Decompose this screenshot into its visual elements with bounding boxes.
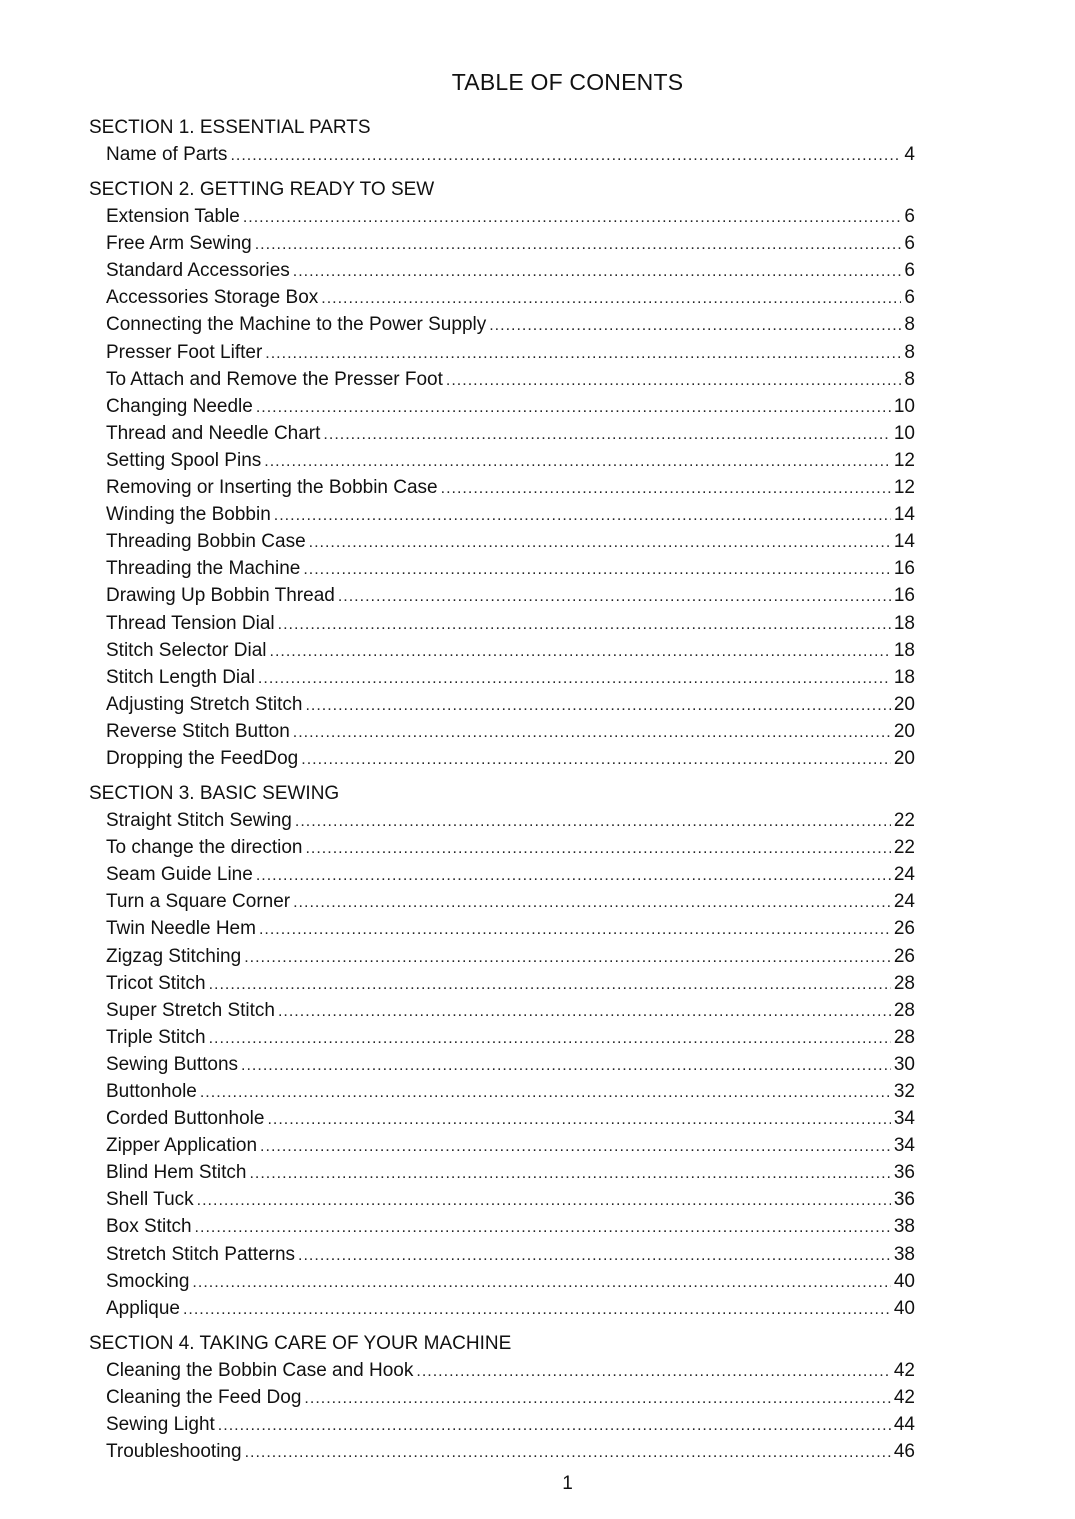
entry-page-number: 28: [893, 972, 915, 994]
entry-page-number: 32: [893, 1081, 915, 1102]
entry-label: Accessories Storage Box: [106, 287, 319, 309]
toc-entry[interactable]: [89, 1384, 915, 1411]
dot-leader: [305, 692, 890, 718]
entry-page-number: 6: [904, 260, 915, 282]
entry-page-number: 34: [893, 1108, 915, 1130]
toc-entry[interactable]: [89, 582, 915, 609]
entry-label: To change the direction: [106, 837, 303, 859]
entry-label: Changing Needle: [106, 395, 253, 417]
section-heading: SECTION 2. GETTING READY TO SEW: [89, 179, 435, 201]
dot-leader: [260, 1133, 891, 1159]
dot-leader: [244, 944, 891, 970]
toc-entry[interactable]: [89, 203, 915, 230]
toc-entry[interactable]: [89, 1186, 915, 1213]
entry-label: Connecting the Machine to the Power Supply: [106, 314, 487, 336]
toc-entry[interactable]: [89, 610, 915, 637]
dot-leader: [267, 1106, 890, 1132]
section-heading: SECTION 4. TAKING CARE OF YOUR MACHINE: [89, 1332, 512, 1354]
toc-entry[interactable]: [89, 861, 915, 888]
toc-entry[interactable]: [89, 1357, 915, 1384]
dot-leader: [249, 1160, 890, 1186]
entry-label: Drawing Up Bobbin Thread: [106, 585, 335, 607]
entry-page-number: 38: [893, 1216, 915, 1238]
toc-entry[interactable]: [89, 555, 915, 582]
entry-page-number: 44: [893, 1414, 915, 1436]
entry-label: Buttonhole: [106, 1081, 197, 1102]
entry-label: Free Arm Sewing: [106, 233, 252, 255]
entry-page-number: 28: [893, 1026, 915, 1048]
entry-page-number: 10: [893, 395, 915, 417]
entry-label: Box Stitch: [106, 1216, 192, 1238]
toc-entry[interactable]: [89, 1132, 915, 1159]
dot-leader: [309, 529, 891, 555]
entry-page-number: 12: [893, 477, 915, 499]
toc-entry[interactable]: [89, 474, 915, 501]
dot-leader: [245, 1439, 891, 1465]
toc-entry[interactable]: [89, 230, 915, 257]
toc-entry[interactable]: [89, 1438, 915, 1465]
toc-section: [89, 780, 915, 1322]
dot-leader: [303, 556, 891, 582]
toc-section: [89, 176, 915, 772]
toc-entry[interactable]: [89, 807, 915, 834]
toc-entry[interactable]: [89, 1051, 915, 1078]
entry-page-number: 26: [893, 918, 915, 940]
toc-entry[interactable]: [89, 339, 915, 366]
toc-entry[interactable]: [89, 393, 915, 420]
entry-label: Threading Bobbin Case: [106, 531, 306, 553]
entry-label: Thread and Needle Chart: [106, 422, 321, 444]
dot-leader: [197, 1187, 891, 1213]
toc-entry[interactable]: [89, 257, 915, 284]
entry-label: Stitch Length Dial: [106, 666, 255, 688]
entry-label: Dropping the FeedDog: [106, 747, 299, 769]
dot-leader: [209, 1025, 891, 1051]
entry-page-number: 36: [893, 1162, 915, 1184]
toc-entry[interactable]: [89, 1105, 915, 1132]
toc-entry[interactable]: [89, 1241, 915, 1268]
entry-label: Cleaning the Feed Dog: [106, 1386, 302, 1408]
entry-page-number: 8: [904, 341, 915, 363]
toc-entry[interactable]: [89, 1024, 915, 1051]
dot-leader: [278, 998, 891, 1024]
entry-label: Zipper Application: [106, 1135, 258, 1157]
dot-leader: [441, 475, 891, 501]
dot-leader: [323, 421, 890, 447]
entry-label: Adjusting Stretch Stitch: [106, 693, 303, 715]
entry-page-number: 40: [893, 1297, 915, 1319]
toc-entry[interactable]: [89, 1078, 915, 1105]
entry-label: Standard Accessories: [106, 260, 290, 282]
toc-entry[interactable]: [89, 501, 915, 528]
entry-label: Zigzag Stitching: [106, 945, 242, 967]
entry-page-number: 42: [893, 1386, 915, 1408]
dot-leader: [305, 835, 890, 861]
dot-leader: [301, 746, 891, 772]
dot-leader: [195, 1214, 891, 1240]
entry-label: Tricot Stitch: [106, 972, 206, 994]
entry-label: Applique: [106, 1297, 180, 1319]
toc-entry[interactable]: [89, 997, 915, 1024]
dot-leader: [259, 916, 891, 942]
section-entries: [89, 203, 915, 772]
toc-entry[interactable]: [89, 834, 915, 861]
entry-page-number: 34: [893, 1135, 915, 1157]
toc-entry[interactable]: [89, 366, 915, 393]
section-entries: [89, 1357, 915, 1465]
dot-leader: [209, 971, 891, 997]
toc-entry[interactable]: [89, 1411, 915, 1438]
dot-leader: [183, 1296, 891, 1322]
dot-leader: [270, 638, 891, 664]
entry-page-number: 26: [893, 945, 915, 967]
entry-page-number: 8: [904, 368, 915, 390]
toc-entry[interactable]: [89, 664, 915, 691]
dot-leader: [446, 367, 902, 393]
entry-page-number: 22: [893, 837, 915, 859]
dot-leader: [293, 889, 891, 915]
entry-page-number: 20: [893, 747, 915, 769]
toc-entry[interactable]: [89, 447, 915, 474]
dot-leader: [265, 340, 901, 366]
toc-entry[interactable]: [89, 284, 915, 311]
entry-page-number: 12: [893, 449, 915, 471]
dot-leader: [218, 1412, 891, 1438]
entry-label: Seam Guide Line: [106, 864, 253, 886]
entry-page-number: 8: [904, 314, 915, 336]
section-entries: [89, 141, 915, 168]
dot-leader: [264, 448, 891, 474]
entry-label: Presser Foot Lifter: [106, 341, 263, 363]
entry-label: Straight Stitch Sewing: [106, 810, 292, 832]
entry-label: Winding the Bobbin: [106, 504, 271, 526]
toc-entry[interactable]: [89, 637, 915, 664]
entry-label: Blind Hem Stitch: [106, 1162, 247, 1184]
entry-label: Name of Parts: [106, 144, 228, 165]
entry-page-number: 22: [893, 810, 915, 832]
entry-page-number: 18: [893, 612, 915, 634]
entry-page-number: 42: [893, 1359, 915, 1381]
entry-page-number: 14: [893, 531, 915, 553]
entry-page-number: 40: [893, 1270, 915, 1292]
toc-entry[interactable]: [89, 970, 915, 997]
entry-label: Reverse Stitch Button: [106, 720, 290, 742]
toc-entry[interactable]: [89, 691, 915, 718]
entry-label: Stitch Selector Dial: [106, 639, 267, 661]
section-heading: SECTION 3. BASIC SEWING: [89, 783, 340, 805]
entry-page-number: 38: [893, 1243, 915, 1265]
entry-label: Smocking: [106, 1270, 190, 1292]
dot-leader: [278, 611, 891, 637]
entry-page-number: 4: [904, 144, 915, 165]
entry-label: Sewing Light: [106, 1414, 215, 1436]
entry-page-number: 20: [893, 720, 915, 742]
entry-label: Sewing Buttons: [106, 1053, 239, 1075]
toc-entry[interactable]: [89, 528, 915, 555]
entry-page-number: 6: [904, 206, 915, 228]
entry-label: Extension Table: [106, 206, 240, 228]
dot-leader: [230, 142, 901, 168]
entry-label: Cleaning the Bobbin Case and Hook: [106, 1359, 414, 1381]
entry-page-number: 18: [893, 639, 915, 661]
toc-entry[interactable]: [89, 745, 915, 772]
entry-label: Stretch Stitch Patterns: [106, 1243, 296, 1265]
entry-label: Shell Tuck: [106, 1189, 194, 1211]
entry-label: Twin Needle Hem: [106, 918, 256, 940]
entry-page-number: 46: [893, 1441, 915, 1463]
entry-page-number: 28: [893, 999, 915, 1021]
entry-page-number: 14: [893, 504, 915, 526]
entry-page-number: 20: [893, 693, 915, 715]
toc-entry[interactable]: [89, 311, 915, 338]
toc-entry[interactable]: [89, 141, 915, 168]
dot-leader: [192, 1269, 890, 1295]
section-entries: [89, 807, 915, 1322]
entry-page-number: 6: [904, 287, 915, 309]
entry-page-number: 36: [893, 1189, 915, 1211]
toc-entry[interactable]: [89, 1213, 915, 1240]
entry-label: Turn a Square Corner: [106, 891, 291, 913]
entry-page-number: 10: [893, 422, 915, 444]
toc-entry[interactable]: [89, 915, 915, 942]
toc-entry[interactable]: [89, 1159, 915, 1186]
entry-page-number: 24: [893, 864, 915, 886]
dot-leader: [293, 719, 891, 745]
toc-entry[interactable]: [89, 1295, 915, 1322]
dot-leader: [295, 808, 891, 834]
dot-leader: [243, 204, 902, 230]
dot-leader: [489, 312, 901, 338]
dot-leader: [256, 862, 891, 888]
entry-label: Thread Tension Dial: [106, 612, 275, 634]
section-heading: SECTION 1. ESSENTIAL PARTS: [89, 117, 371, 138]
toc-entry[interactable]: [89, 1268, 915, 1295]
dot-leader: [241, 1052, 891, 1078]
dot-leader: [293, 258, 902, 284]
dot-leader: [256, 394, 891, 420]
entry-label: Triple Stitch: [106, 1026, 206, 1048]
entry-label: To Attach and Remove the Presser Foot: [106, 368, 443, 390]
entry-page-number: 6: [904, 233, 915, 255]
entry-label: Super Stretch Stitch: [106, 999, 275, 1021]
toc-entry[interactable]: [89, 943, 915, 970]
toc-entry[interactable]: [89, 718, 915, 745]
toc-section: [89, 114, 915, 168]
dot-leader: [298, 1242, 891, 1268]
dot-leader: [274, 502, 891, 528]
table-of-contents: [89, 106, 915, 1465]
entry-label: Threading the Machine: [106, 558, 301, 580]
dot-leader: [255, 231, 902, 257]
page-title: TABLE OF CONENTS: [451, 69, 684, 96]
entry-page-number: 16: [893, 585, 915, 607]
dot-leader: [200, 1079, 891, 1105]
entry-label: Corded Buttonhole: [106, 1108, 265, 1130]
dot-leader: [321, 285, 901, 311]
page-number: 1: [562, 1473, 573, 1494]
entry-label: Removing or Inserting the Bobbin Case: [106, 477, 438, 499]
entry-page-number: 16: [893, 558, 915, 580]
entry-page-number: 30: [893, 1053, 915, 1075]
toc-entry[interactable]: [89, 420, 915, 447]
entry-label: Setting Spool Pins: [106, 449, 262, 471]
dot-leader: [258, 665, 891, 691]
dot-leader: [304, 1385, 890, 1411]
toc-section: [89, 1330, 915, 1465]
toc-entry[interactable]: [89, 888, 915, 915]
dot-leader: [338, 583, 891, 609]
dot-leader: [416, 1358, 890, 1384]
entry-label: Troubleshooting: [106, 1441, 242, 1463]
entry-page-number: 18: [893, 666, 915, 688]
entry-page-number: 24: [893, 891, 915, 913]
